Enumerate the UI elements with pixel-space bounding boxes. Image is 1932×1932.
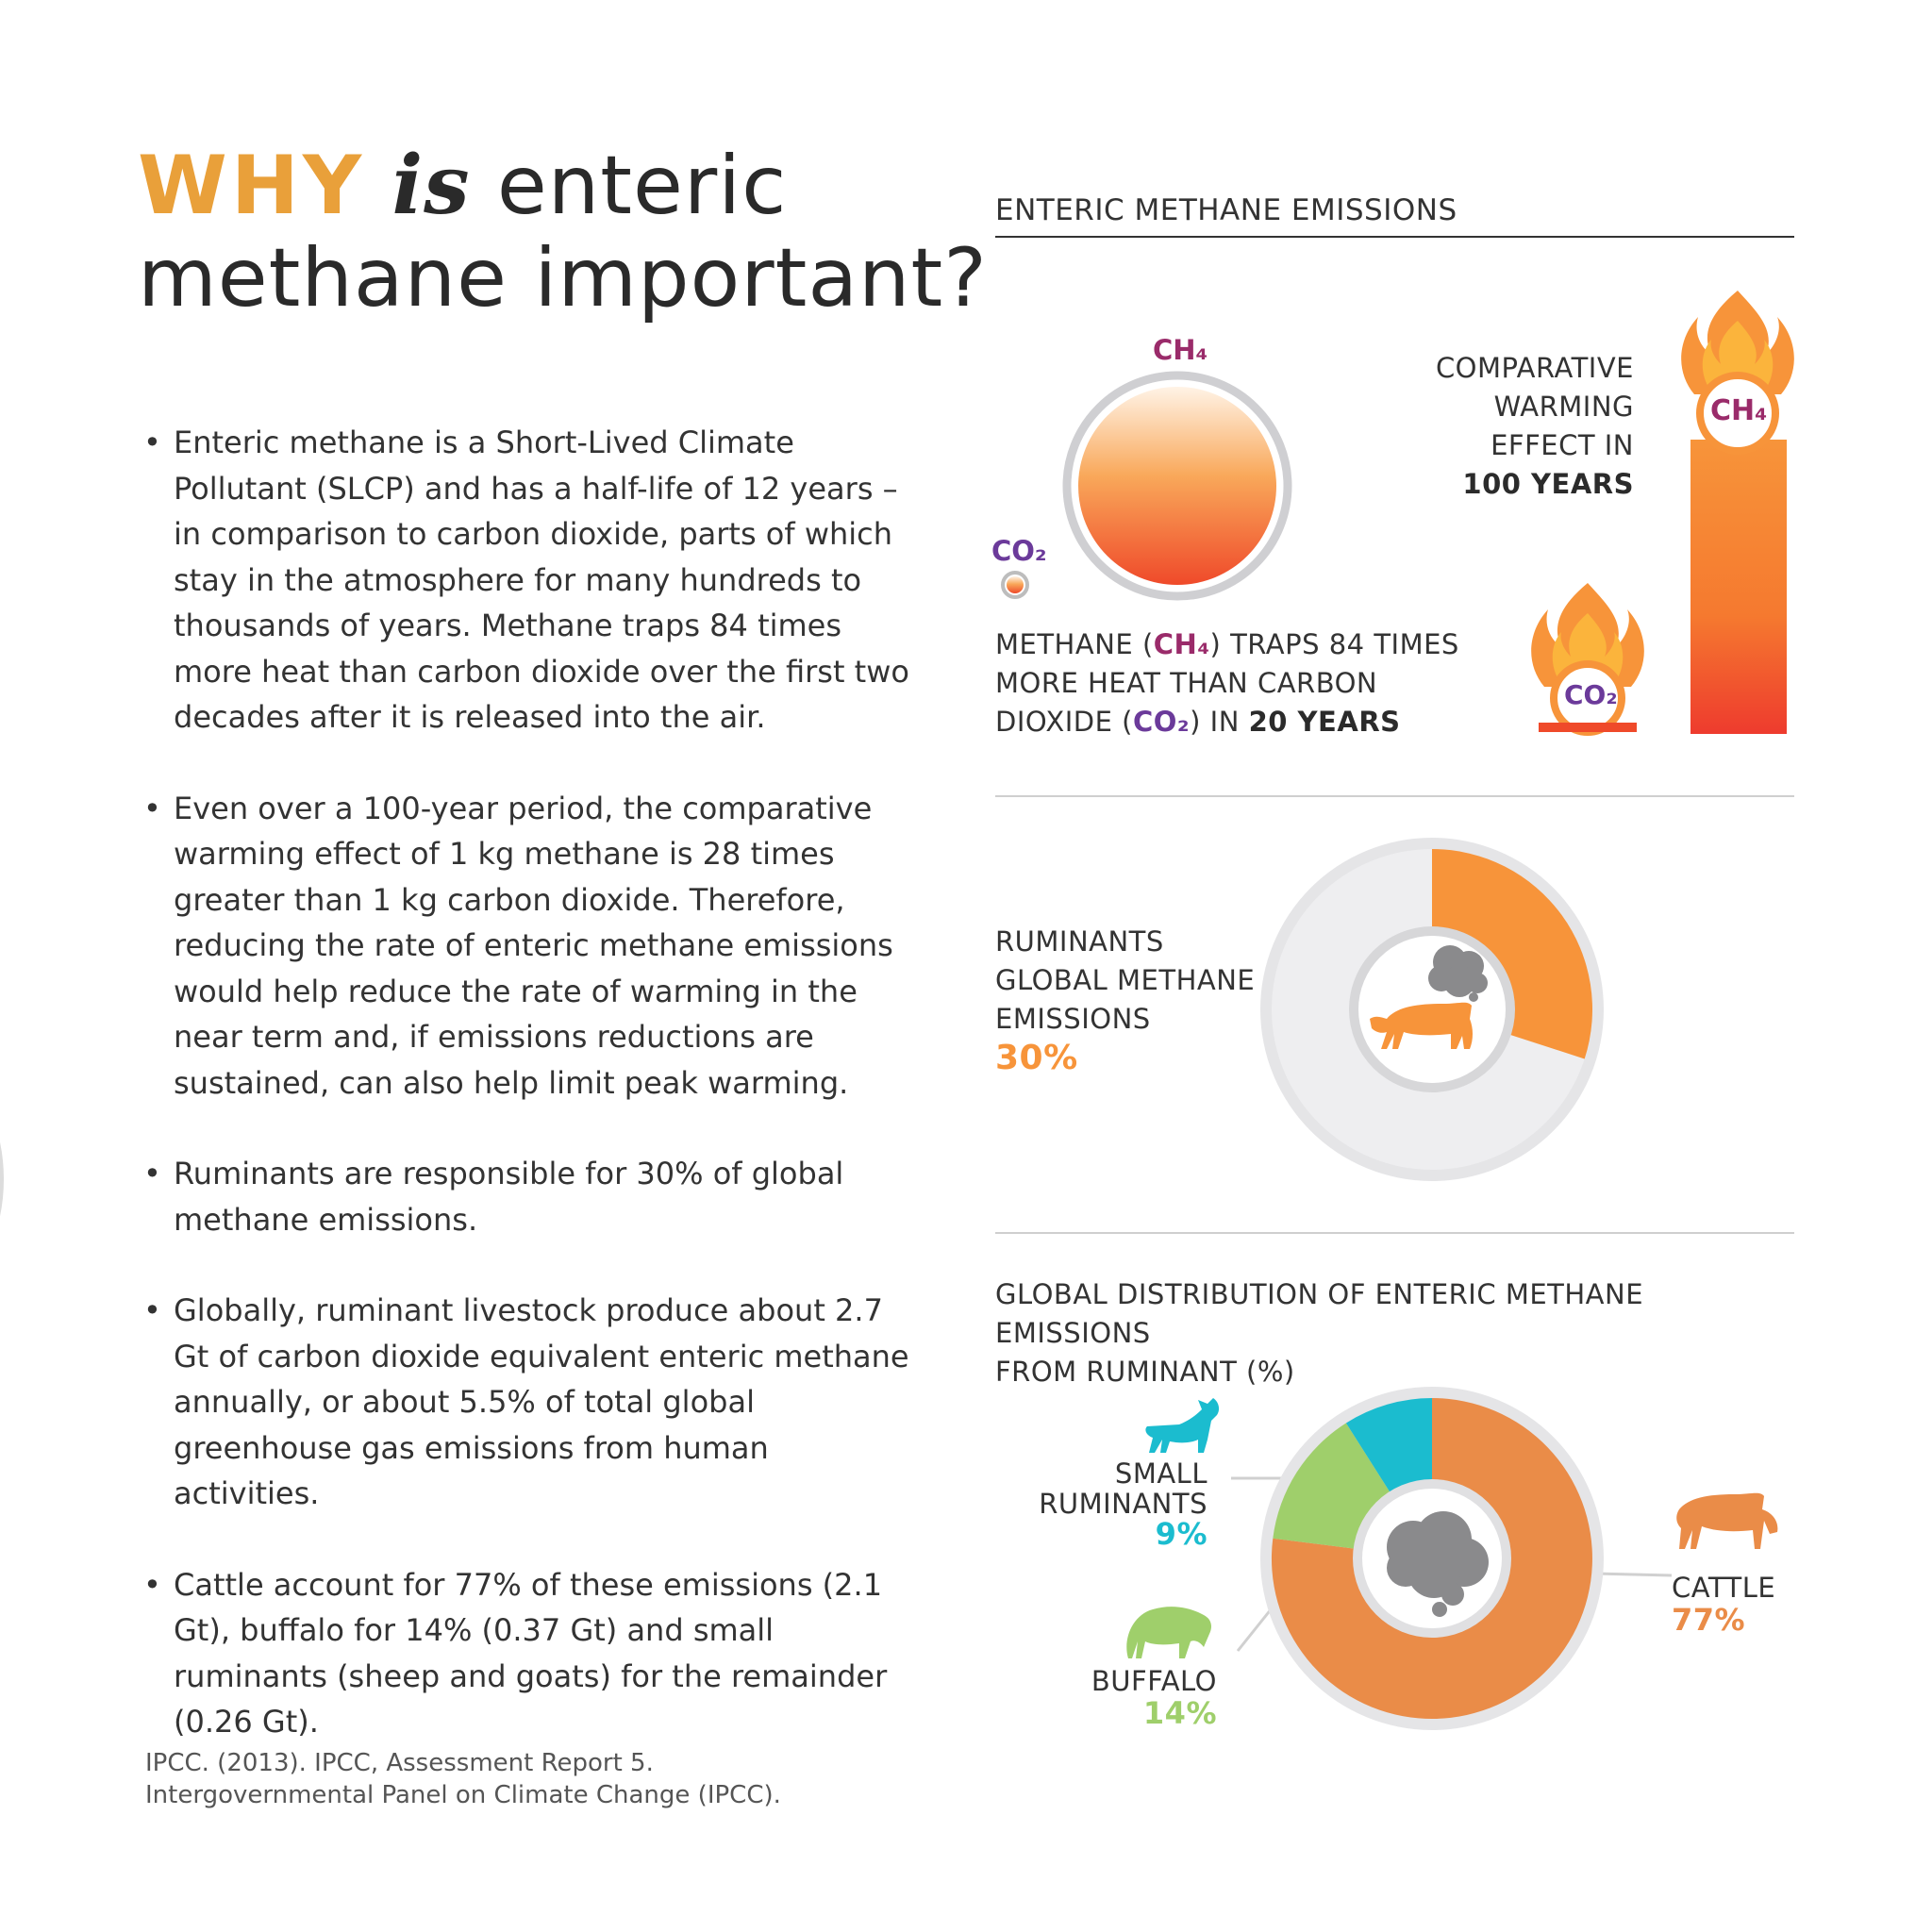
caption-text: FROM RUMINANT (%): [995, 1356, 1295, 1388]
bullet-item: • Ruminants are responsible for 30% of global methane emissions.: [142, 1151, 915, 1242]
small-ruminants-label: [1000, 1458, 1208, 1550]
caption-co2: CO₂: [1132, 706, 1191, 738]
title-rest: enteric: [470, 139, 788, 233]
cattle-share-value: 77%: [1672, 1602, 1746, 1638]
caption-text: SMALL: [1114, 1457, 1208, 1490]
caption-text: BUFFALO: [1091, 1665, 1217, 1697]
caption-text: ) TRAPS 84 TIMES: [1209, 628, 1459, 660]
caption-text: CATTLE: [1672, 1572, 1776, 1604]
caption-text: EMISSIONS: [995, 1003, 1151, 1035]
bullet-item: • Globally, ruminant livestock produce about 2.7 Gt of carbon dioxide equivalent enteric methane annually, or about 5.5% of total global greenhouse gas emissions from human activities.: [142, 1288, 915, 1517]
caption-text: RUMINANTS: [995, 925, 1164, 958]
reference-citation: IPCC. (2013). IPCC, Assessment Report 5. Intergovernmental Panel on Climate Change (IPCC).: [145, 1749, 781, 1809]
caption-text: METHANE (: [995, 628, 1154, 660]
small-ruminants-share-value: 9%: [1155, 1516, 1208, 1552]
caption-text: GLOBAL DISTRIBUTION OF ENTERIC METHANE EMISSIONS: [995, 1278, 1644, 1349]
cattle-leader-line: [1594, 1574, 1672, 1575]
caption-text: WARMING: [1493, 391, 1634, 423]
cattle-icon: [1676, 1493, 1777, 1549]
ruminants-share-value: 30%: [995, 1039, 1078, 1077]
goat-icon: [1145, 1398, 1219, 1453]
ch4-molecule-label: CH₄: [1153, 334, 1208, 366]
title-line2: methane important?: [138, 231, 988, 325]
bullet-item: • Enteric methane is a Short-Lived Climate Pollutant (SLCP) and has a half-life of 12 years – in comparison to carbon dioxide, parts of which stay in the atmosphere for many hundreds to thousands of years. Methane traps 84 times more heat than carbon dioxide over the first two decades after it is released into the air.: [142, 420, 915, 741]
caption-text: MORE HEAT THAN CARBON: [995, 667, 1378, 699]
caption-20-years: 20 YEARS: [1248, 706, 1401, 738]
flame-ch4-label: CH₄: [1710, 394, 1768, 427]
caption-100-years: 100 YEARS: [1462, 468, 1634, 500]
title-is: is: [391, 138, 471, 233]
caption-text: DIOXIDE (: [995, 706, 1133, 738]
cattle-label: [1672, 1572, 1860, 1637]
buffalo-icon: [1126, 1607, 1211, 1658]
panel1-title: ENTERIC METHANE EMISSIONS: [995, 193, 1457, 227]
bullet-item: • Cattle account for 77% of these emissions (2.1 Gt), buffalo for 14% (0.37 Gt) and small ruminants (sheep and goats) for the remainder (0.26 Gt).: [142, 1562, 915, 1745]
caption-text: EFFECT IN: [1491, 429, 1634, 461]
caption-ch4: CH₄: [1153, 628, 1210, 660]
caption-text: ) IN: [1190, 706, 1249, 738]
bullet-item: • Even over a 100-year period, the comparative warming effect of 1 kg methane is 28 times greater than 1 kg carbon dioxide. Therefore, reducing the rate of enteric methane emissions would help reduce the rate of warming in the near term and, if emissions reductions are sustained, can also help limit peak warming.: [142, 786, 915, 1107]
title-why: WHY: [138, 139, 366, 233]
caption-text: RUMINANTS: [1039, 1488, 1208, 1520]
flame-co2-label: CO₂: [1564, 679, 1618, 710]
co2-molecule-label: CO₂: [991, 535, 1047, 567]
buffalo-label: [1000, 1665, 1217, 1730]
caption-text: COMPARATIVE: [1435, 352, 1634, 384]
caption-text: GLOBAL METHANE: [995, 964, 1256, 996]
buffalo-share-value: 14%: [1142, 1695, 1217, 1731]
